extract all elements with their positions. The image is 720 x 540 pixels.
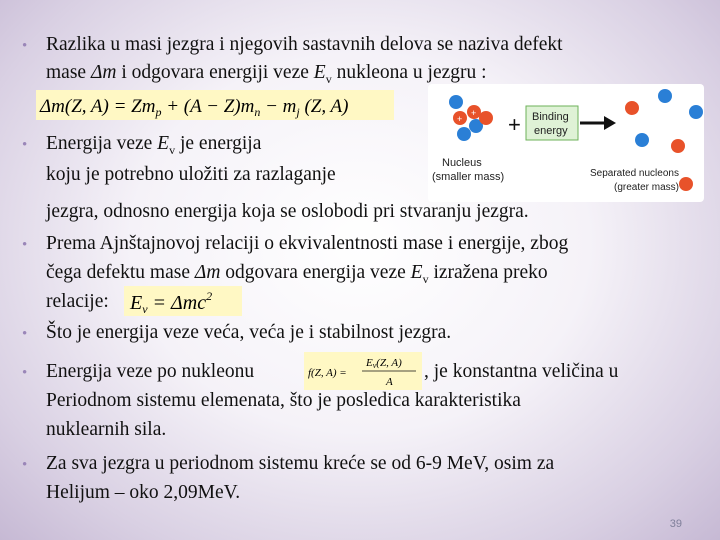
binding-energy-equation [36, 90, 394, 120]
nucleus-cluster-icon [449, 95, 493, 141]
bullet-3-line-2: čega defektu mase Δm odgovara energija veze $E_v$ izražena preko [46, 262, 548, 286]
bullet-1-line-2: mase Δm i odgovara energiji veze $E_v$ nukleona u jezgru : [46, 62, 487, 86]
bullet-6-line-1: Za sva jezgra u periodnom sistemu kreće se od 6-9 MeV, osim za [46, 453, 555, 474]
binding-energy-figure [428, 84, 704, 202]
bullet-marker: • [22, 457, 28, 473]
einstein-equation [124, 286, 242, 316]
bullet-marker: • [22, 365, 28, 381]
svg-text:+: + [508, 112, 521, 137]
svg-text:+: + [471, 108, 477, 118]
svg-text:Nucleus: Nucleus [442, 157, 482, 169]
bullet-5-line-1b: , je konstantna veličina u [424, 361, 619, 382]
bullet-marker: • [22, 237, 28, 253]
bullet-marker: • [22, 326, 28, 342]
svg-text:energy: energy [534, 125, 568, 137]
bullet-2-line-3: jezgra, odnosno energija koja se oslobodi pri stvaranju jezgra. [46, 201, 529, 222]
per-nucleon-equation [304, 352, 422, 390]
svg-text:(smaller mass): (smaller mass) [432, 171, 505, 183]
bullet-marker: • [22, 137, 28, 153]
svg-text:Ev(Z, A): Ev(Z, A) [366, 357, 402, 370]
bullet-5-line-1: Energija veze po nukleonu [46, 361, 255, 382]
svg-text:Ev = Δmc2: $E_v = \Delta mc^2$ [130, 289, 213, 316]
bullet-marker: • [22, 38, 28, 54]
svg-text:A: A [386, 376, 393, 388]
svg-text:Binding: Binding [532, 111, 569, 123]
bullet-3-line-3: relacije: [46, 291, 109, 312]
bullet-2-line-1: Energija veze $E_v$ je energija [46, 133, 262, 157]
bullet-6-line-2: Helijum – oko 2,09MeV. [46, 482, 241, 503]
bullet-1-line-1: Razlika u masi jezgra i njegovih sastavnih delova se naziva defekt [46, 34, 563, 55]
page-number: 39 [669, 518, 682, 530]
bullet-5-line-2: Periodnom sistemu elemenata, što je posledica karakteristika [46, 390, 521, 411]
bullet-2-line-2: koju je potrebno uložiti za razlaganje [46, 164, 336, 185]
svg-text:Δm(Z, A) = Zmp + (A − Z)mn − m: Δm(Z, $A) = Zm_p + (A - Z)m_n - m_j$ (Z, A) [40, 96, 349, 119]
bullet-4-line-1: Što je energija veze veća, veća je i stabilnost jezgra. [46, 322, 452, 343]
bullet-3-line-1: Prema Ajnštajnovoj relaciji o ekvivalentnosti mase i energije, zbog [46, 233, 569, 254]
svg-text:+: + [457, 114, 463, 124]
svg-text:(greater mass): (greater mass) [614, 182, 680, 193]
svg-text:f(Z, A) =: f(Z, A) = [308, 367, 347, 379]
svg-text:Separated nucleons: Separated nucleons [590, 168, 679, 179]
bullet-5-line-3: nuklearnih sila. [46, 419, 167, 440]
